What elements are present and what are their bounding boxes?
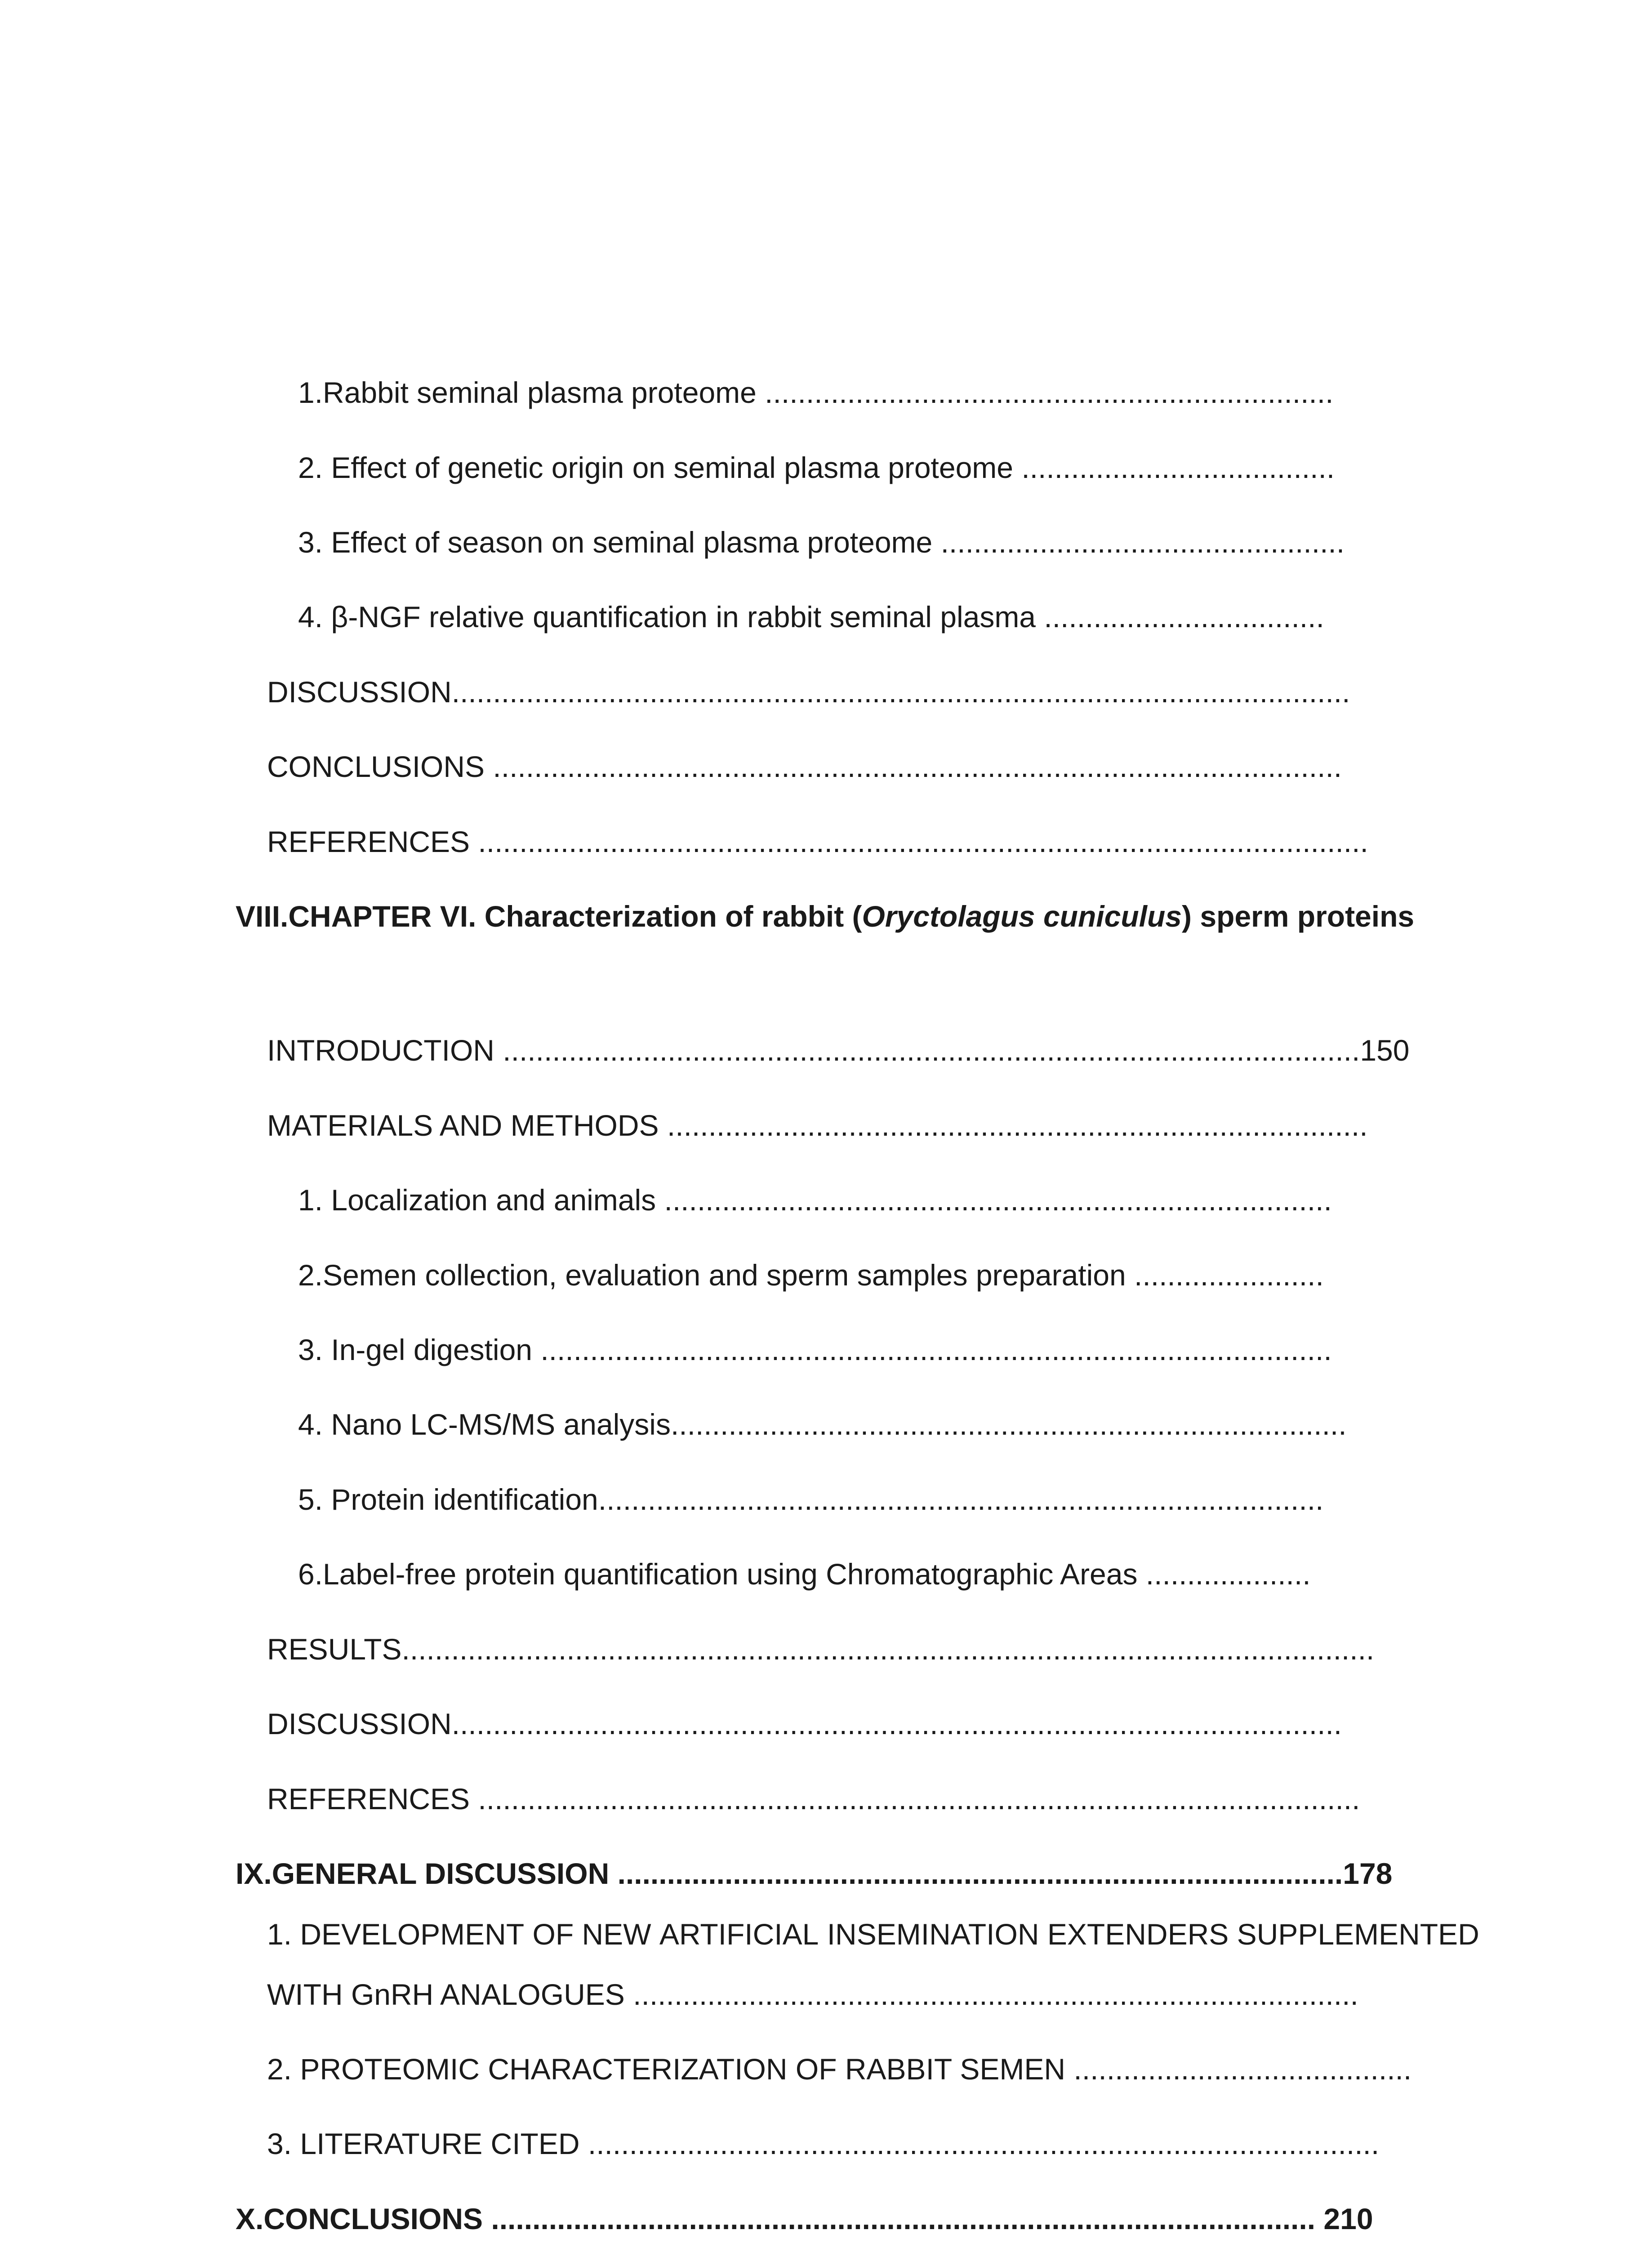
toc-entry: 5. Protein identification........................................................................................: [298, 1483, 1324, 1516]
wrapped-word: SUPPLEMENTED: [1237, 1918, 1479, 1951]
toc-entry: CONCLUSIONS .......................................................................................................: [267, 750, 1342, 783]
toc-entry: 1. Localization and animals .................................................................................: [298, 1183, 1332, 1217]
toc-entry: REFERENCES ...........................................................................................................: [267, 1782, 1360, 1815]
chapter-heading-suffix: ) sperm proteins: [1182, 900, 1415, 933]
chapter-heading-prefix: VIII.CHAPTER VI. Characterization of rabbit (: [236, 900, 862, 933]
toc-entry: RESULTS......................................................................................................................: [267, 1632, 1375, 1666]
toc-entry: INTRODUCTION ........................................................................................................150: [267, 1034, 1410, 1067]
toc-entry: X.CONCLUSIONS .................................................................................................... 210: [236, 2202, 1373, 2235]
wrapped-word: EXTENDERS: [1047, 1918, 1229, 1951]
toc-entry: 1.Rabbit seminal plasma proteome .....................................................................: [298, 376, 1334, 409]
toc-entry: 6.Label-free protein quantification using Chromatographic Areas ....................: [298, 1557, 1311, 1591]
wrapped-word: DEVELOPMENT: [300, 1918, 525, 1951]
toc-entry: MATERIALS AND METHODS .....................................................................................: [267, 1109, 1368, 1142]
wrapped-word: NEW: [582, 1918, 651, 1951]
toc-entry: DISCUSSION.............................................................................................................: [267, 675, 1350, 709]
chapter-heading-species: Oryctolagus cuniculus: [862, 900, 1182, 933]
toc-entry: 2.Semen collection, evaluation and sperm samples preparation .......................: [298, 1258, 1324, 1292]
toc-entry: 4. Nano LC-MS/MS analysis..................................................................................: [298, 1408, 1347, 1441]
toc-entry: 2. PROTEOMIC CHARACTERIZATION OF RABBIT SEMEN .........................................: [267, 2052, 1412, 2086]
toc-entry: REFERENCES ............................................................................................................: [267, 825, 1368, 858]
wrapped-word: OF: [532, 1918, 574, 1951]
wrapped-word: ARTIFICIAL: [659, 1918, 819, 1951]
toc-entry: 4. β-NGF relative quantification in rabbit seminal plasma ..................................: [298, 600, 1324, 633]
toc-entry: DISCUSSION............................................................................................................: [267, 1707, 1342, 1740]
toc-entry-wrapped: [267, 1916, 1479, 1952]
toc-entry: IX.GENERAL DISCUSSION ........................................................................................178: [236, 1857, 1393, 1890]
chapter-heading: [236, 898, 1414, 934]
toc-entry: 3. LITERATURE CITED ................................................................................................: [267, 2127, 1380, 2160]
toc-entry: 2. Effect of genetic origin on seminal plasma proteome ......................................: [298, 451, 1335, 484]
wrapped-word: 1.: [267, 1918, 292, 1951]
toc-entry: 3. In-gel digestion ................................................................................................: [298, 1333, 1332, 1366]
toc-entry: WITH GnRH ANALOGUES ........................................................................................: [267, 1978, 1358, 2011]
wrapped-word: INSEMINATION: [827, 1918, 1039, 1951]
toc-entry: 3. Effect of season on seminal plasma proteome .................................................: [298, 526, 1345, 559]
